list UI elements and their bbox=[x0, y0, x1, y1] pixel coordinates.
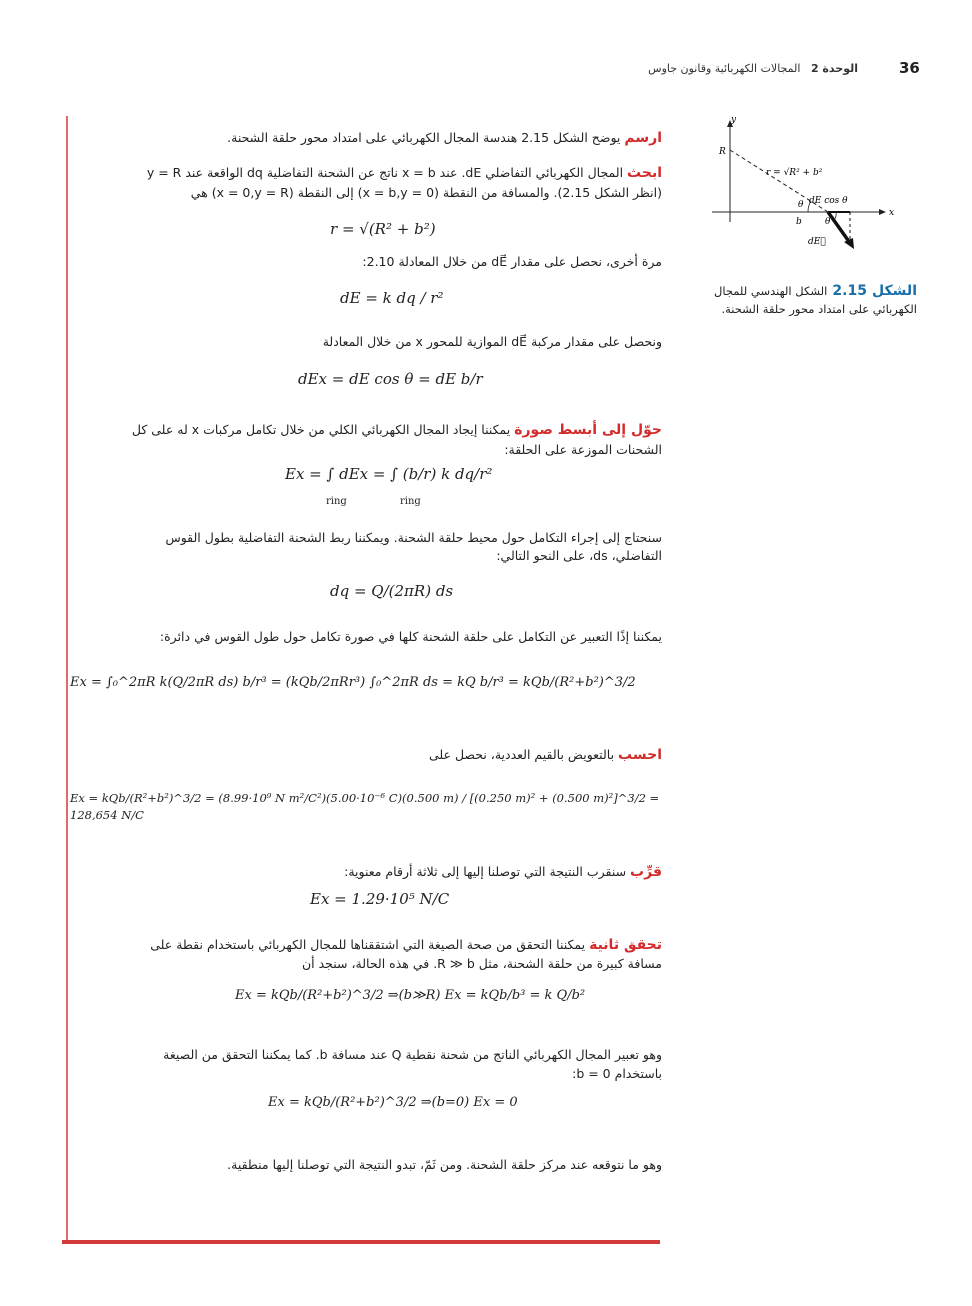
page-number: 36 bbox=[899, 59, 920, 77]
round-paragraph bbox=[72, 862, 662, 882]
eq-rounded: Ex = 1.29·10⁵ N/C bbox=[310, 890, 450, 908]
calculate-line1: بالتعويض بالقيم العددية، نحصل على bbox=[428, 747, 615, 762]
bottom-rule bbox=[62, 1240, 660, 1244]
research-line1: المجال الكهربائي التفاضلي dE. عند x = b ناتج عن الشحنة التفاضلية dq الواقعة عند y = R bbox=[146, 165, 624, 180]
sketch-paragraph bbox=[72, 128, 662, 148]
x-axis-arrow-icon bbox=[879, 209, 886, 215]
caption-line2: الكهربائي على امتداد محور حلقة الشحنة. bbox=[721, 302, 917, 316]
check-line2: مسافة كبيرة من حلقة الشحنة، مثل R ≫ b. في هذه الحالة، سنجد أن bbox=[302, 956, 662, 971]
fig-dE-label: dE⃗ bbox=[808, 237, 826, 247]
research-line3: مرة أخرى، نحصل على مقدار dE⃗ من خلال المعادلة 2.10: bbox=[362, 254, 662, 269]
figure-caption bbox=[697, 280, 917, 318]
simplify-keyword: حوّل إلى أبسط صورة bbox=[514, 422, 662, 438]
eq-calculation: Ex = kQb/(R²+b²)^3/2 = (8.99·10⁹ N m²/C²)(5.00·10⁻⁶ C)(0.500 m) / [(0.250 m)² + (0.500 m)²]^3/2 = 128,654 N/C bbox=[70, 791, 660, 822]
research-paragraph bbox=[72, 163, 662, 183]
eq-big-integral: Ex = ∫₀^2πR k(Q/2πR ds) b/r³ = (kQb/2πRr³) ∫₀^2πR ds = kQ b/r³ = kQb/(R²+b²)^3/2 bbox=[70, 675, 636, 690]
simplify-line2: الشحنات الموزعة على الحلقة: bbox=[504, 442, 662, 457]
simplify-line4: التفاضلي، ds، على النحو التالي: bbox=[496, 548, 662, 563]
fig-theta2-label: θ bbox=[825, 217, 831, 227]
fig-y-label: y bbox=[731, 115, 737, 125]
check-line3: وهو تعبير المجال الكهربائي الناتج من شحنة نقطية Q عند مسافة b. كما يمكننا التحقق من الصيغة bbox=[163, 1047, 662, 1062]
eq-check2: Ex = kQb/(R²+b²)^3/2 ⇒(b=0) Ex = 0 bbox=[268, 1095, 518, 1110]
ring-label-2: ring bbox=[400, 496, 421, 507]
eq-check1: Ex = kQb/(R²+b²)^3/2 ⇒(b≫R) Ex = kQb/b³ = k Q/b² bbox=[235, 988, 586, 1003]
ring-label-1: ring bbox=[326, 496, 347, 507]
fig-dEcos-label: dE cos θ bbox=[809, 196, 848, 206]
calculate-keyword: احسب bbox=[618, 747, 662, 763]
sketch-text: يوضح الشكل 2.15 هندسة المجال الكهربائي على امتداد محور حلقة الشحنة. bbox=[227, 130, 621, 145]
research-line4: ونحصل على مقدار مركبة dE⃗ الموازية للمحور x من خلال المعادلة bbox=[322, 334, 662, 349]
simplify-line1: يمكننا إيجاد المجال الكهربائي الكلي من خلال تكامل مركبات x له على كل bbox=[131, 422, 511, 437]
calculate-paragraph bbox=[72, 745, 662, 765]
unit-title: المجالات الكهربائية وقانون جاوس bbox=[648, 62, 801, 75]
eq-Ex-integral: Ex = ∫ dEx = ∫ (b/r) k dq/r² bbox=[285, 465, 493, 483]
simplify-paragraph bbox=[72, 420, 662, 440]
margin-rule bbox=[66, 116, 68, 1244]
research-keyword: ابحث bbox=[627, 165, 662, 181]
check-paragraph bbox=[72, 935, 662, 955]
research-line2: (انظر الشكل 2.15). والمسافة من النقطة (x = b,y = 0) إلى النقطة (x = 0,y = R) هي bbox=[190, 185, 662, 200]
check-keyword: تحقق ثانية bbox=[589, 937, 662, 953]
check-line1: يمكننا التحقق من صحة الصيغة التي اشتققناها للمجال الكهربائي باستخدام نقطة على bbox=[150, 937, 586, 952]
eq-dE: dE = k dq / r² bbox=[340, 289, 444, 307]
simplify-line3: سنحتاج إلى إجراء التكامل حول محيط حلقة الشحنة. ويمكننا ربط الشحنة التفاضلية بطول القوس bbox=[165, 530, 662, 545]
fig-x-label: x bbox=[889, 208, 895, 218]
eq-r: r = √(R² + b²) bbox=[330, 220, 436, 238]
eq-dEx: dEx = dE cos θ = dE b/r bbox=[298, 370, 483, 388]
simplify-line5: يمكننا إذًا التعبير عن التكامل على حلقة الشحنة كلها في صورة تكامل حول طول القوس في دائرة: bbox=[159, 629, 662, 644]
caption-number: 2.15 bbox=[832, 283, 867, 299]
check-line5: وهو ما نتوقعه عند مركز حلقة الشحنة. ومن ثَمّ، تبدو النتيجة التي توصلنا إليها منطقية. bbox=[227, 1157, 662, 1172]
unit-label: الوحدة 2 bbox=[810, 62, 858, 75]
eq-dq: dq = Q/(2πR) ds bbox=[330, 582, 454, 600]
caption-word: الشكل bbox=[872, 283, 917, 299]
fig-b-label: b bbox=[796, 217, 802, 227]
fig-theta-label: θ bbox=[798, 200, 804, 210]
check-line4: باستخدام b = 0: bbox=[572, 1066, 662, 1081]
fig-r-label: r = √R² + b² bbox=[766, 168, 823, 178]
figure-diagram bbox=[700, 112, 910, 252]
round-line1: سنقرب النتيجة التي توصلنا إليها إلى ثلاثة أرقام معنوية: bbox=[344, 864, 627, 879]
round-keyword: قرِّب bbox=[630, 864, 662, 880]
sketch-keyword: ارسم bbox=[624, 130, 662, 146]
running-header bbox=[648, 62, 858, 75]
fig-R-label: R bbox=[719, 147, 726, 157]
caption-line1: الشكل الهندسي للمجال bbox=[714, 284, 828, 298]
